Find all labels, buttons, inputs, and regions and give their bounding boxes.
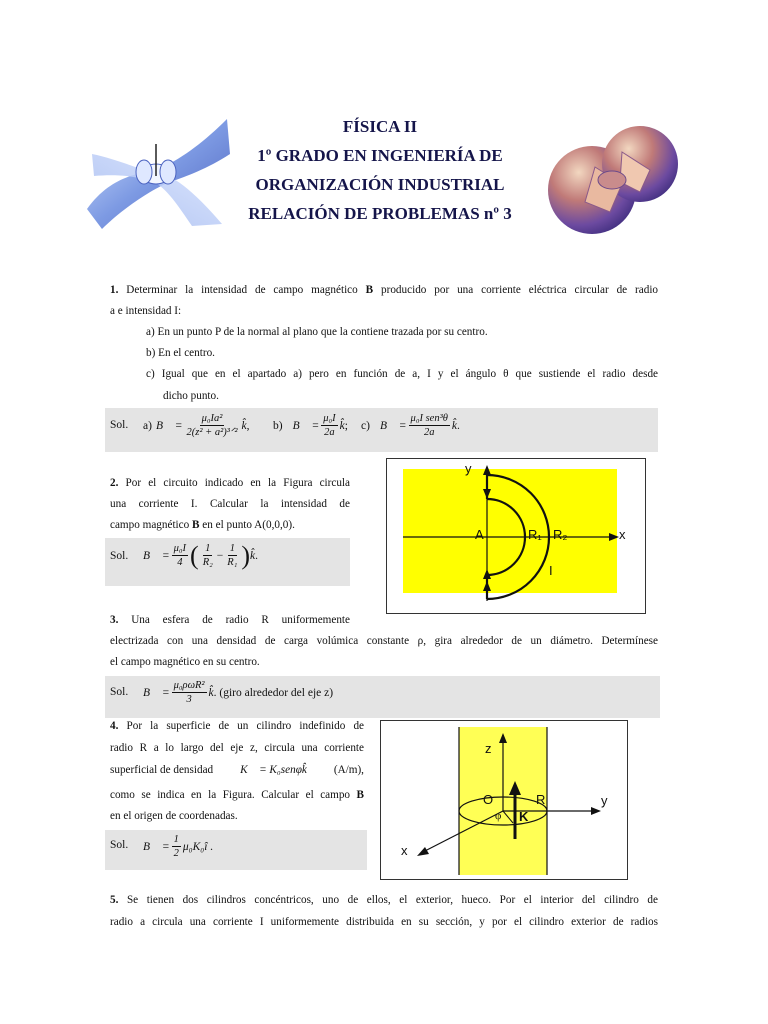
sol-4-formula <box>143 833 213 860</box>
problem-4-line1 <box>110 716 364 737</box>
problem-3-line1 <box>110 610 350 631</box>
sol-3-tail: . (giro alrededor del eje z) <box>213 686 334 699</box>
sol-2-f1 <box>201 542 215 569</box>
problem-1-text-b: producido por una corriente eléctrica circular de radio <box>381 284 659 296</box>
problem-1-item-b: b) En el centro. <box>146 347 215 359</box>
sol-2-f2-den: R₁ <box>227 557 238 568</box>
title-line-3: ORGANIZACIÓN INDUSTRIAL <box>255 175 505 194</box>
sol-1b-frac <box>321 412 337 439</box>
problem-3-number: 3. <box>110 614 119 626</box>
fig4-label-z: z <box>485 741 492 756</box>
sol-1b-khat: k̂ <box>339 419 345 432</box>
sol-3-lhs: B⃗ = <box>143 686 170 699</box>
problem-2-solution <box>105 538 350 586</box>
problem-1-text-a: Determinar la intensidad de campo magnético <box>126 284 358 296</box>
sol-3-den: 3 <box>186 694 192 705</box>
problem-3-line2: electrizada con una densidad de carga volúmica constante ρ, gira alrededor de un diámetro. Determínese <box>110 635 658 647</box>
sol-4-frac <box>172 833 181 860</box>
problem-4-text-3b: (A/m), <box>333 764 364 776</box>
problem-2-text-3b: en el punto A(0,0,0). <box>202 519 295 531</box>
figure-cylinder-drawing <box>381 721 627 879</box>
problem-4-line5: en el origen de coordenadas. <box>110 810 238 822</box>
sol-1c-frac <box>409 412 450 439</box>
problem-1-statement <box>110 280 658 301</box>
sol-1a-lhs: B⃗ = <box>155 419 183 432</box>
sol-3-khat: k̂ <box>208 686 214 699</box>
problem-4-bold-b: B <box>356 789 365 801</box>
problem-1-line2: a e intensidad I: <box>110 305 182 317</box>
problem-4-text-1: Por la superficie de un cilindro indefinido de <box>126 720 365 732</box>
sol-1a: a) B⃗ = $\frac{\text{μ₀Ia²}}{\text{2(z² + a²)³ᐟ²}}$ k̂ , <box>143 413 250 438</box>
sol-4-den: 2 <box>173 848 179 859</box>
problem-4-number: 4. <box>110 720 119 732</box>
fig4-label-phi: φ <box>495 810 502 822</box>
sol-2-f1-den: R₂ <box>202 557 213 568</box>
problem-5-line2: radio a circula una corriente I uniformemente distribuida en su sección, y por el cilindro exterior de radios <box>110 916 658 928</box>
sol-1c-num: μ₀I sen³θ <box>410 413 448 424</box>
problem-2-line2: una corriente I. Calcular la intensidad de <box>110 498 350 510</box>
fig4-label-k: K <box>519 809 529 824</box>
problem-4-solution <box>105 830 367 870</box>
fig2-label-y: y <box>465 461 472 476</box>
problem-1-item-a: a) En un punto P de la normal al plano que la contiene trazada por su centro. <box>146 326 488 338</box>
sol-2-khat: k̂ <box>250 549 256 562</box>
sol-4-lhs: B⃗ = <box>143 840 170 853</box>
sol-2-f2 <box>225 542 239 569</box>
problem-3-text-1: Una esfera de radio R uniformemente <box>131 614 350 626</box>
problem-2-text-1: Por el circuito indicado en la Figura circula <box>125 477 351 489</box>
sol-1c-lhs: B⃗ = <box>379 419 407 432</box>
sol-1b-label: b) <box>273 419 283 432</box>
magnetic-field-surface-icon <box>82 114 232 234</box>
problem-3-solution <box>105 676 660 718</box>
fig4-label-o: O <box>483 792 494 807</box>
problem-4-line3 <box>110 760 364 781</box>
problem-2-text-3a: campo magnético <box>110 519 190 531</box>
fig2-label-i: I <box>549 563 553 578</box>
problem-5-line1 <box>110 890 658 911</box>
title-line-4: RELACIÓN DE PROBLEMAS nº 3 <box>248 204 512 223</box>
title-line-1: FÍSICA II <box>342 117 418 136</box>
sol-1c-label: c) <box>361 419 370 432</box>
problem-4-k-formula: K⃗ = K₀senφk̂ <box>240 764 307 776</box>
sol-1c: c) B⃗ = $\frac{\text{μ₀I sen³θ}}{2a}$ k̂ . <box>361 413 460 438</box>
problem-4-line2: radio R a lo largo del eje z, circula una corriente <box>110 742 364 754</box>
sol-1c-khat: k̂ <box>451 419 458 432</box>
problem-2-number: 2. <box>110 477 119 489</box>
problem-2-line3 <box>110 515 350 536</box>
title-line-2: 1º GRADO EN INGENIERÍA DE <box>257 146 503 165</box>
sol-2-den: 4 <box>177 557 183 568</box>
sol-label: Sol. <box>110 419 129 431</box>
fig4-label-x: x <box>401 843 408 858</box>
sol-3-formula <box>143 679 333 706</box>
problem-5-text-1: Se tienen dos cilindros concéntricos, uno de ellos, el exterior, hueco. Por el interior del cilindro de <box>126 894 658 906</box>
sol-2-f1-num: 1 <box>205 543 211 554</box>
problem-4-text-4a: como se indica en la Figura. Calcular el campo <box>110 789 351 801</box>
sol-1b: b) B⃗ = $\frac{\text{μ₀I}}{2a}$ k̂ ; <box>273 413 348 438</box>
fig2-label-a: A <box>475 527 484 542</box>
sol-4-tail: μ₀K₀î . <box>182 840 214 853</box>
figure-circuit <box>386 458 646 614</box>
sol-1c-den: 2a <box>423 427 435 438</box>
sol-4-num: 1 <box>173 834 179 845</box>
fig4-label-r: R <box>536 792 546 807</box>
problem-1-item-c: c) Igual que en el apartado a) pero en función de a, I y el ángulo θ que sustiende el radio desde <box>146 368 658 380</box>
sol-2-lhs: B⃗ = <box>143 549 170 562</box>
sol-3-num: μ₀ρωR² <box>173 680 205 691</box>
fig2-label-r1: R₁ <box>528 527 542 542</box>
fig4-label-y: y <box>601 793 608 808</box>
problem-1-item-c-cont: dicho punto. <box>163 390 219 402</box>
problem-4-line4 <box>110 785 364 806</box>
sol-1a-frac <box>185 412 240 439</box>
sol-2-num: μ₀I <box>173 543 187 554</box>
document-title <box>230 112 530 228</box>
fig2-label-x: x <box>619 527 626 542</box>
problem-2-bold-b: B <box>192 519 200 531</box>
sol-3-frac <box>172 679 207 706</box>
figure-circuit-drawing <box>387 459 645 613</box>
problem-1-solution <box>105 408 658 452</box>
problem-4-text-3a: superficial de densidad <box>110 764 214 776</box>
sol-1a-den: 2(z² + a²)³ᐟ² <box>186 427 238 438</box>
problem-1-number: 1. <box>110 284 119 296</box>
problem-2-line1 <box>110 473 350 494</box>
sol-4-label: Sol. <box>110 839 129 851</box>
figure-circuit-background <box>403 469 617 593</box>
fig2-label-r2: R₂ <box>553 527 568 542</box>
sol-2-frac <box>172 542 188 569</box>
orbital-lobes-3d-icon <box>540 112 680 254</box>
figure-cylinder <box>380 720 628 880</box>
sol-2-formula: B⃗ = $\frac{\text{μ₀I}}{4}$ ( $\frac{1}{\text{R₂}}$ − $\frac{1}{\text{R₁}}$ ) k̂ . <box>143 540 259 570</box>
sol-1a-label: a) <box>143 419 152 432</box>
sol-1a-num: μ₀Ia² <box>201 413 223 424</box>
sol-1b-lhs: B⃗ = <box>292 419 320 432</box>
problem-3-line3: el campo magnético en su centro. <box>110 656 260 668</box>
sol-2-f2-num: 1 <box>229 543 235 554</box>
sol-3-label: Sol. <box>110 686 129 698</box>
sol-1a-khat: k̂ <box>241 419 247 432</box>
problem-5-number: 5. <box>110 894 119 906</box>
sol-1b-den: 2a <box>324 427 335 438</box>
problem-1-bold-b: B <box>365 284 374 296</box>
sol-1b-num: μ₀I <box>323 413 336 424</box>
sol-2-label: Sol. <box>110 550 129 562</box>
